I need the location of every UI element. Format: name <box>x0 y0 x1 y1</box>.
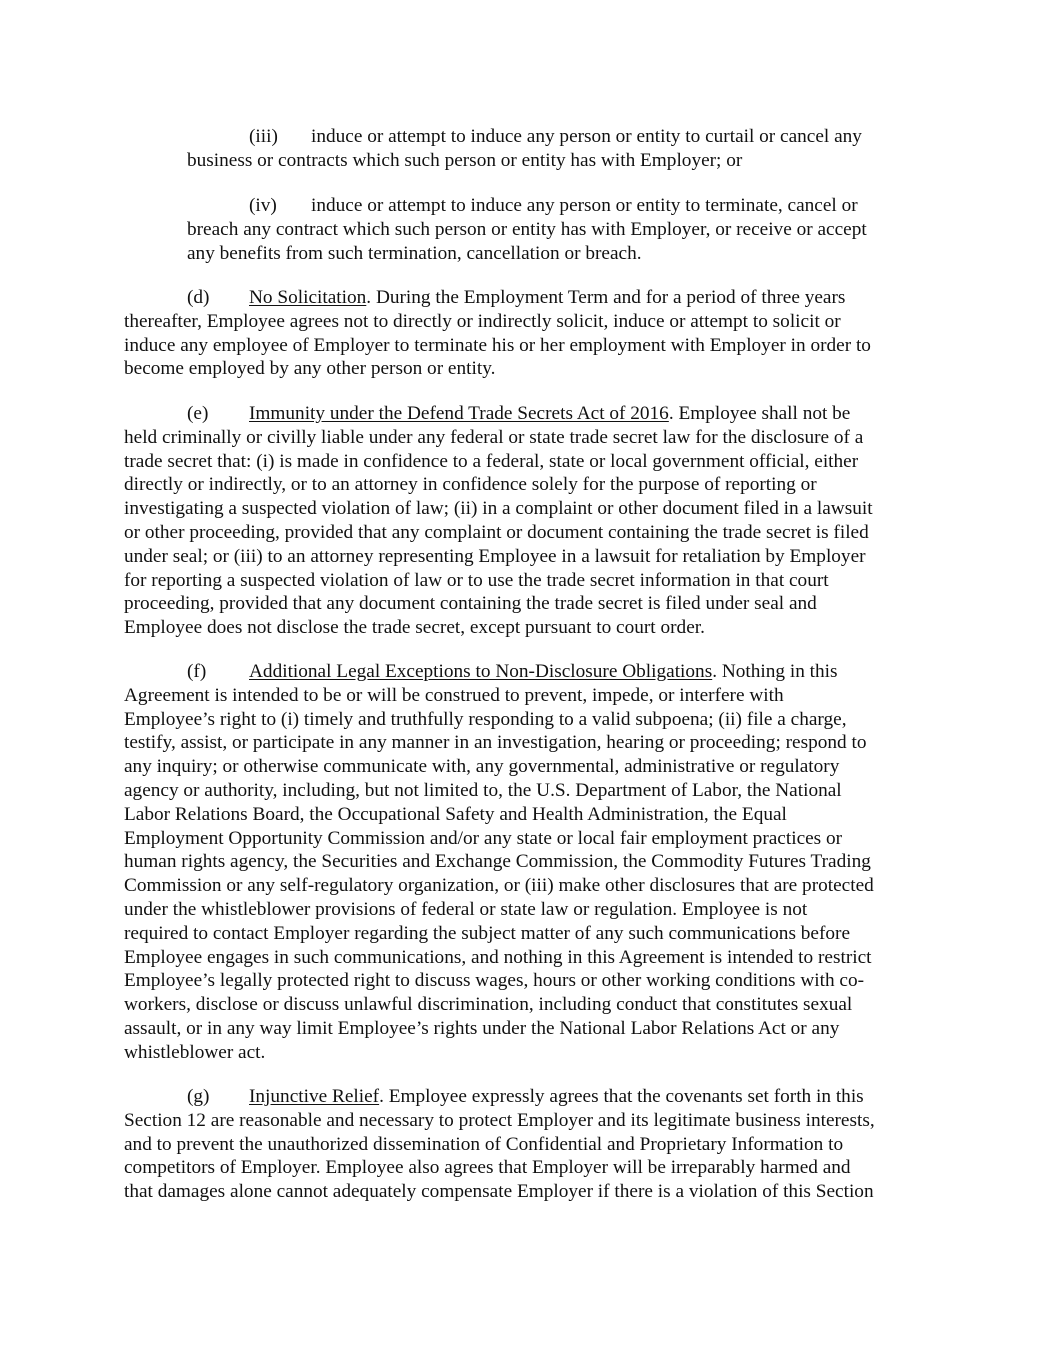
section-d-no-solicitation <box>124 286 930 381</box>
section-line: workers, disclose or discuss unlawful discrimination, including conduct that constitutes sexual <box>124 994 853 1016</box>
section-line: whistleblower act. <box>124 1041 266 1063</box>
section-heading: No Solicitation <box>249 287 367 308</box>
section-line: assault, or in any way limit Employee’s rights under the National Labor Relations Act or any <box>124 1017 840 1039</box>
section-first-line <box>124 1085 930 1109</box>
section-e-immunity <box>124 402 930 640</box>
section-marker: (g) <box>187 1086 210 1107</box>
section-heading: Additional Legal Exceptions to Non-Disclosure Obligations <box>249 661 713 682</box>
clause-line: any benefits from such termination, cancellation or breach. <box>187 242 642 264</box>
section-line: competitors of Employer. Employee also agrees that Employer will be irreparably harmed and <box>124 1157 851 1179</box>
section-line: under seal; or (iii) to an attorney representing Employee in a lawsuit for retaliation by Employer <box>124 545 866 567</box>
section-line: Employment Opportunity Commission and/or any state or local fair employment practices or <box>124 827 843 849</box>
section-text: . Employee shall not be <box>668 403 851 424</box>
section-text: . During the Employment Term and for a period of three years <box>366 287 846 308</box>
clause-iv <box>187 194 930 265</box>
clause-first-line <box>187 194 930 218</box>
section-line: human rights agency, the Securities and Exchange Commission, the Commodity Futures Trading <box>124 851 871 873</box>
section-line: Commission or any self-regulatory organization, or (iii) make other disclosures that are protected <box>124 875 874 897</box>
section-first-line <box>124 286 930 310</box>
section-line: directly or indirectly, or to an attorney in confidence solely for the purpose of reporting or <box>124 474 817 496</box>
section-first-line <box>124 402 930 426</box>
section-line: induce any employee of Employer to terminate his or her employment with Employer in order to <box>124 334 871 356</box>
section-line: or other proceeding, provided that any complaint or document containing the trade secret is filed <box>124 521 869 543</box>
section-heading: Injunctive Relief <box>249 1086 380 1107</box>
clause-iii <box>187 125 930 173</box>
section-line: any inquiry; or otherwise communicate with, any governmental, administrative or regulatory <box>124 756 840 778</box>
section-marker: (e) <box>187 403 209 424</box>
section-line: that damages alone cannot adequately compensate Employer if there is a violation of this Section <box>124 1181 874 1203</box>
section-marker: (f) <box>187 661 207 682</box>
section-line: Employee does not disclose the trade secret, except pursuant to court order. <box>124 617 705 639</box>
clause-marker: (iv) <box>249 195 277 216</box>
section-g-injunctive-relief <box>124 1085 930 1204</box>
clause-line: business or contracts which such person or entity has with Employer; or <box>187 149 743 171</box>
section-line: held criminally or civilly liable under any federal or state trade secret law for the disclosure of a <box>124 426 864 448</box>
section-line: proceeding, provided that any document containing the trade secret is filed under seal and <box>124 593 817 615</box>
section-line: thereafter, Employee agrees not to directly or indirectly solicit, induce or attempt to solicit or <box>124 310 841 332</box>
section-line: required to contact Employer regarding the subject matter of any such communications before <box>124 922 851 944</box>
clause-marker: (iii) <box>249 126 278 147</box>
section-line: and to prevent the unauthorized dissemination of Confidential and Proprietary Information to <box>124 1133 844 1155</box>
section-line: investigating a suspected violation of law; (ii) in a complaint or other document filed in a lawsuit <box>124 498 873 520</box>
section-line: agency or authority, including, but not limited to, the U.S. Department of Labor, the National <box>124 779 842 801</box>
section-line: under the whistleblower provisions of federal or state law or regulation. Employee is not <box>124 898 808 920</box>
section-first-line <box>124 660 930 684</box>
clause-text: induce or attempt to induce any person or entity to terminate, cancel or <box>311 195 858 216</box>
section-line: Agreement is intended to be or will be construed to prevent, impede, or interfere with <box>124 684 784 706</box>
section-line: for reporting a suspected violation of law or to use the trade secret information in that court <box>124 569 829 591</box>
clause-text: induce or attempt to induce any person or entity to curtail or cancel any <box>311 126 862 147</box>
section-line: Employee’s legally protected right to discuss wages, hours or other working conditions with co- <box>124 970 865 992</box>
section-line: Section 12 are reasonable and necessary to protect Employer and its legitimate business interests, <box>124 1109 875 1131</box>
section-text: . Nothing in this <box>712 661 838 682</box>
section-line: Employee engages in such communications, and nothing in this Agreement is intended to restrict <box>124 946 872 968</box>
clause-line: breach any contract which such person or entity has with Employer, or receive or accept <box>187 218 867 240</box>
section-line: Employee’s right to (i) timely and truthfully responding to a valid subpoena; (ii) file a charge, <box>124 708 847 730</box>
section-line: trade secret that: (i) is made in confidence to a federal, state or local government official, either <box>124 450 859 472</box>
section-marker: (d) <box>187 287 210 308</box>
section-line: testify, assist, or participate in any manner in an investigation, hearing or proceeding; respond to <box>124 732 867 754</box>
section-f-legal-exceptions <box>124 660 930 1065</box>
clause-first-line <box>187 125 930 149</box>
section-line: Labor Relations Board, the Occupational Safety and Health Administration, the Equal <box>124 803 787 825</box>
section-text: . Employee expressly agrees that the covenants set forth in this <box>379 1086 864 1107</box>
section-heading: Immunity under the Defend Trade Secrets Act of 2016 <box>249 403 669 424</box>
section-line: become employed by any other person or entity. <box>124 358 496 380</box>
